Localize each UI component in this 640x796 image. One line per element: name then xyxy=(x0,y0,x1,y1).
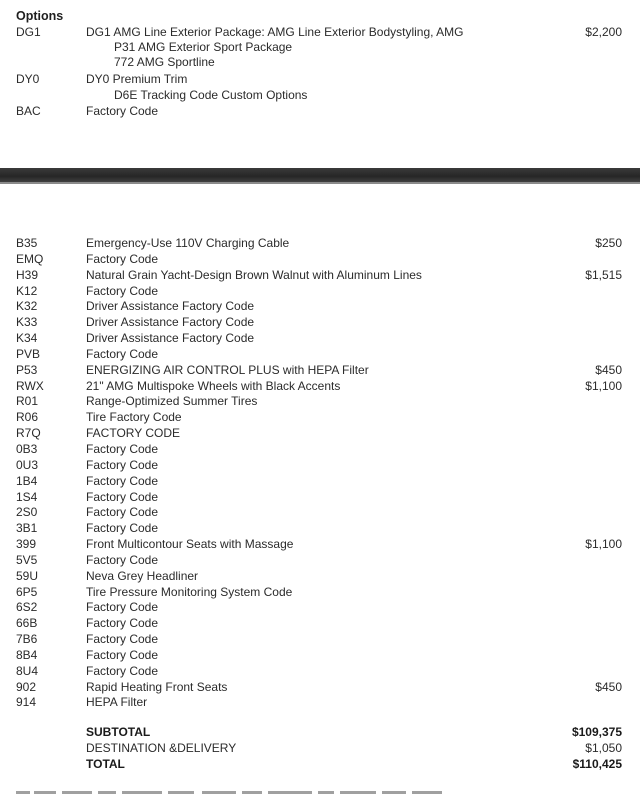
item-code: K32 xyxy=(16,299,38,314)
item-description: Factory Code xyxy=(86,441,159,456)
item-code: R01 xyxy=(16,394,39,409)
item-description: ENERGIZING AIR CONTROL PLUS with HEPA Filter xyxy=(86,362,369,377)
item-description: Factory Code xyxy=(86,251,159,266)
list-item xyxy=(0,553,640,569)
list-item xyxy=(0,680,640,696)
option-description: DG1 AMG Line Exterior Package: AMG Line Exterior Bodystyling, AMG xyxy=(86,25,464,39)
list-item xyxy=(0,299,640,315)
option-price: $2,200 xyxy=(585,25,622,39)
item-description: Factory Code xyxy=(86,283,159,298)
list-item xyxy=(0,648,640,664)
total-value: $110,425 xyxy=(572,757,622,771)
item-price: $450 xyxy=(595,362,622,377)
option-description: Factory Code xyxy=(86,104,159,118)
option-sub-description: D6E Tracking Code Custom Options xyxy=(114,88,308,102)
section-divider xyxy=(0,168,640,182)
item-code: K12 xyxy=(16,283,38,298)
item-description: FACTORY CODE xyxy=(86,426,181,441)
item-description: Driver Assistance Factory Code xyxy=(86,331,255,346)
list-item xyxy=(0,284,640,300)
item-description: Factory Code xyxy=(86,632,159,647)
total-row xyxy=(0,756,640,772)
option-sub-description: 772 AMG Sportline xyxy=(114,55,215,69)
list-item xyxy=(0,458,640,474)
list-item xyxy=(0,268,640,284)
list-item xyxy=(0,537,640,553)
item-price: $1,515 xyxy=(585,267,622,282)
item-description: Factory Code xyxy=(86,552,159,567)
item-description: Tire Pressure Monitoring System Code xyxy=(86,584,293,599)
item-code: 8B4 xyxy=(16,647,38,662)
item-code: 2S0 xyxy=(16,505,38,520)
item-code: 5V5 xyxy=(16,552,38,567)
item-description: Factory Code xyxy=(86,489,159,504)
list-item xyxy=(0,236,640,252)
item-code: 0U3 xyxy=(16,457,39,472)
list-item xyxy=(0,394,640,410)
item-description: Factory Code xyxy=(86,473,159,488)
list-item xyxy=(0,331,640,347)
item-description: Factory Code xyxy=(86,647,159,662)
item-code: PVB xyxy=(16,346,41,361)
item-description: Front Multicontour Seats with Massage xyxy=(86,537,294,552)
item-code: 902 xyxy=(16,679,37,694)
list-item xyxy=(0,569,640,585)
option-code: DG1 xyxy=(16,25,41,39)
destination-row xyxy=(0,740,640,756)
list-item xyxy=(0,585,640,601)
item-description: Factory Code xyxy=(86,600,159,615)
destination-value: $1,050 xyxy=(585,741,622,755)
item-code: 7B6 xyxy=(16,632,38,647)
list-item xyxy=(0,616,640,632)
item-description: Factory Code xyxy=(86,616,159,631)
option-row xyxy=(0,71,640,87)
list-item xyxy=(0,490,640,506)
item-code: RWX xyxy=(16,378,44,393)
totals-block xyxy=(0,724,640,772)
list-item xyxy=(0,410,640,426)
subtotal-value: $109,375 xyxy=(571,725,622,739)
item-code: 1B4 xyxy=(16,473,38,488)
item-description: 21" AMG Multispoke Wheels with Black Accents xyxy=(86,378,341,393)
item-price: $450 xyxy=(595,679,622,694)
option-subrow xyxy=(0,54,640,70)
item-price: $1,100 xyxy=(585,537,622,552)
item-code: R06 xyxy=(16,410,39,425)
subtotal-row xyxy=(0,724,640,740)
item-code: EMQ xyxy=(16,251,44,266)
item-description: Factory Code xyxy=(86,663,159,678)
item-code: 914 xyxy=(16,695,37,710)
item-code: K33 xyxy=(16,315,38,330)
list-item xyxy=(0,442,640,458)
option-subrow xyxy=(0,87,640,103)
list-item xyxy=(0,505,640,521)
list-item xyxy=(0,695,640,711)
option-code: BAC xyxy=(16,104,41,118)
option-description: DY0 Premium Trim xyxy=(86,72,188,86)
option-row xyxy=(0,24,640,40)
option-code: DY0 xyxy=(16,72,40,86)
list-item xyxy=(0,252,640,268)
item-code: 66B xyxy=(16,616,38,631)
item-description: Factory Code xyxy=(86,521,159,536)
item-description: Driver Assistance Factory Code xyxy=(86,315,255,330)
item-description: Factory Code xyxy=(86,457,159,472)
item-price: $1,100 xyxy=(585,378,622,393)
list-item xyxy=(0,315,640,331)
section-divider-line xyxy=(0,182,640,184)
options-heading: Options xyxy=(16,9,64,23)
cut-off-footer-text xyxy=(16,786,446,796)
item-description: Natural Grain Yacht-Design Brown Walnut with Aluminum Lines xyxy=(86,267,422,282)
item-code: 1S4 xyxy=(16,489,38,504)
item-code: P53 xyxy=(16,362,38,377)
item-description: Rapid Heating Front Seats xyxy=(86,679,228,694)
item-code: 6P5 xyxy=(16,584,38,599)
item-code: R7Q xyxy=(16,426,41,441)
list-item xyxy=(0,632,640,648)
item-code: 59U xyxy=(16,568,39,583)
item-code: 6S2 xyxy=(16,600,38,615)
item-code: H39 xyxy=(16,267,39,282)
list-item xyxy=(0,600,640,616)
item-code: 8U4 xyxy=(16,663,39,678)
item-price: $250 xyxy=(595,236,622,250)
item-code: 3B1 xyxy=(16,521,38,536)
list-item xyxy=(0,474,640,490)
item-description: Driver Assistance Factory Code xyxy=(86,299,255,314)
item-code: B35 xyxy=(16,236,38,250)
item-description: Neva Grey Headliner xyxy=(86,568,199,583)
subtotal-label: SUBTOTAL xyxy=(86,725,151,739)
item-code: K34 xyxy=(16,331,38,346)
item-description: Emergency-Use 110V Charging Cable xyxy=(86,236,290,250)
option-row xyxy=(0,103,640,119)
total-label: TOTAL xyxy=(86,757,125,771)
item-code: 0B3 xyxy=(16,441,38,456)
list-item xyxy=(0,363,640,379)
equipment-list xyxy=(0,236,640,711)
item-description: HEPA Filter xyxy=(86,695,148,710)
item-description: Factory Code xyxy=(86,505,159,520)
list-item xyxy=(0,521,640,537)
item-description: Range-Optimized Summer Tires xyxy=(86,394,258,409)
list-item xyxy=(0,664,640,680)
item-code: 399 xyxy=(16,537,37,552)
list-item xyxy=(0,347,640,363)
item-description: Factory Code xyxy=(86,346,159,361)
list-item xyxy=(0,379,640,395)
item-description: Tire Factory Code xyxy=(86,410,182,425)
destination-label: DESTINATION &DELIVERY xyxy=(86,741,237,755)
option-subrow xyxy=(0,39,640,55)
option-sub-description: P31 AMG Exterior Sport Package xyxy=(114,40,293,54)
list-item xyxy=(0,426,640,442)
cut-off-text-marks xyxy=(16,786,446,796)
